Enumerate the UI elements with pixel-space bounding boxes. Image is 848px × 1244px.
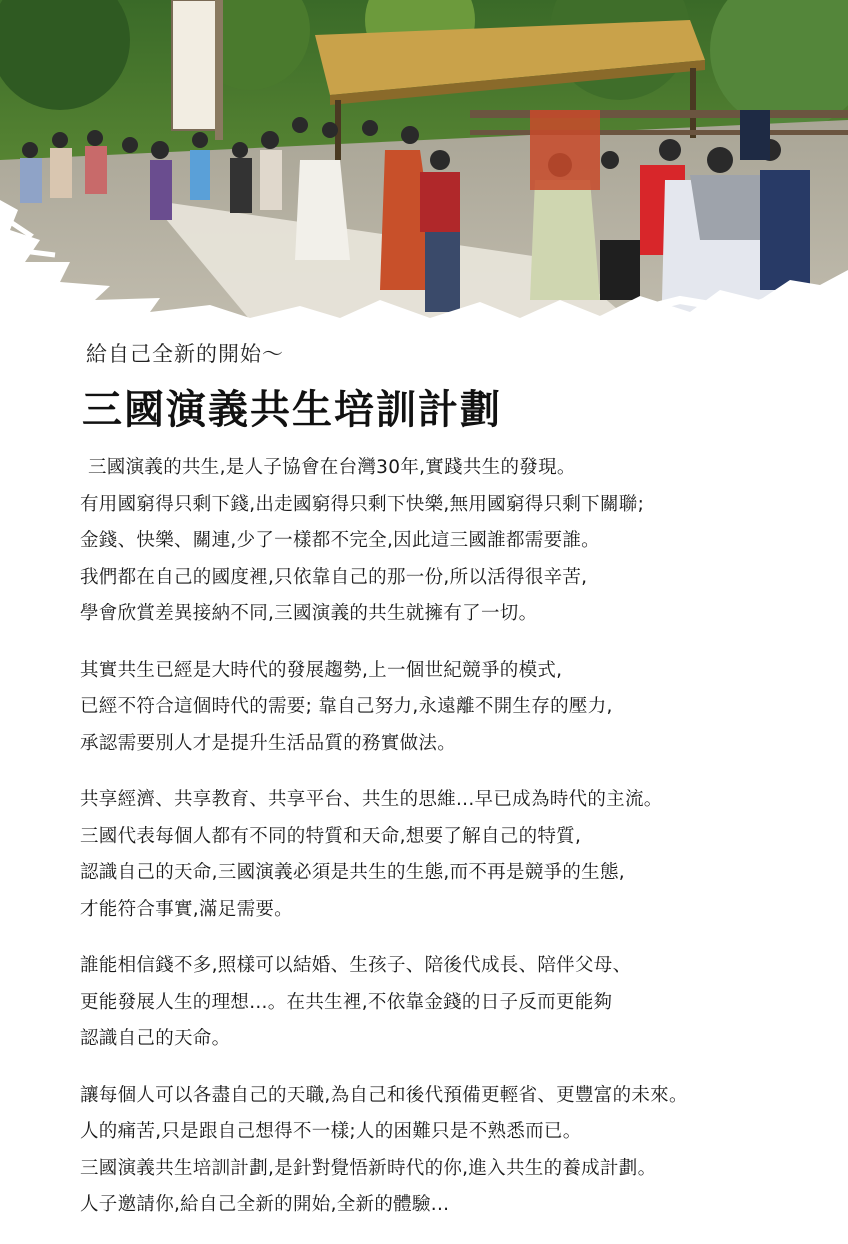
text-line: 共享經濟、共享教育、共享平台、共生的思維...早已成為時代的主流。 (80, 789, 663, 810)
text-line: 認識自己的天命,三國演義必須是共生的生態,而不再是競爭的生態, (80, 862, 625, 883)
text-line: 三國代表每個人都有不同的特質和天命,想要了解自己的特質, (80, 825, 582, 847)
paragraph (80, 948, 800, 1058)
subtitle: 給自己全新的開始～ (86, 342, 284, 366)
text-line: 其實共生已經是大時代的發展趨勢,上一個世紀競爭的模式, (80, 659, 563, 681)
text-line: 才能符合事實,滿足需要。 (80, 898, 293, 920)
text-line: 三國演義共生培訓計劃,是針對覺悟新時代的你,進入共生的養成計劃。 (80, 1157, 657, 1179)
paragraph (80, 782, 800, 928)
text-line: 三國演義的共生,是人子協會在台灣30年,實踐共生的發現。 (88, 457, 576, 478)
header-photo (0, 0, 848, 380)
page-title: 三國演義共生培訓計劃 (82, 387, 502, 433)
text-line: 誰能相信錢不多,照樣可以結婚、生孩子、陪後代成長、陪伴父母、 (80, 955, 632, 976)
text-line: 已經不符合這個時代的需要; 靠自己努力,永遠離不開生存的壓力, (80, 696, 613, 717)
text-line: 金錢、快樂、關連,少了一樣都不完全,因此這三國誰都需要誰。 (80, 530, 600, 551)
paragraph (80, 1078, 800, 1224)
text-line: 更能發展人生的理想...。在共生裡,不依靠金錢的日子反而更能夠 (80, 991, 613, 1013)
text-line: 人子邀請你,給自己全新的開始,全新的體驗... (80, 1194, 450, 1215)
text-line: 有用國窮得只剩下錢,出走國窮得只剩下快樂,無用國窮得只剩下關聯; (80, 493, 645, 515)
body-text (80, 450, 800, 1244)
text-line: 我們都在自己的國度裡,只依靠自己的那一份,所以活得很辛苦, (80, 566, 588, 588)
paragraph (80, 653, 800, 763)
text-line: 承認需要別人才是提升生活品質的務實做法。 (80, 732, 457, 754)
text-line: 認識自己的天命。 (80, 1028, 231, 1049)
text-line: 學會欣賞差異接納不同,三國演義的共生就擁有了一切。 (80, 603, 538, 624)
text-line: 人的痛苦,只是跟自己想得不一樣;人的困難只是不熟悉而已。 (80, 1121, 582, 1142)
festival-dance-photo (0, 0, 848, 380)
paragraph (80, 450, 800, 633)
text-line: 讓每個人可以各盡自己的天職,為自己和後代預備更輕省、更豐富的未來。 (80, 1084, 688, 1106)
